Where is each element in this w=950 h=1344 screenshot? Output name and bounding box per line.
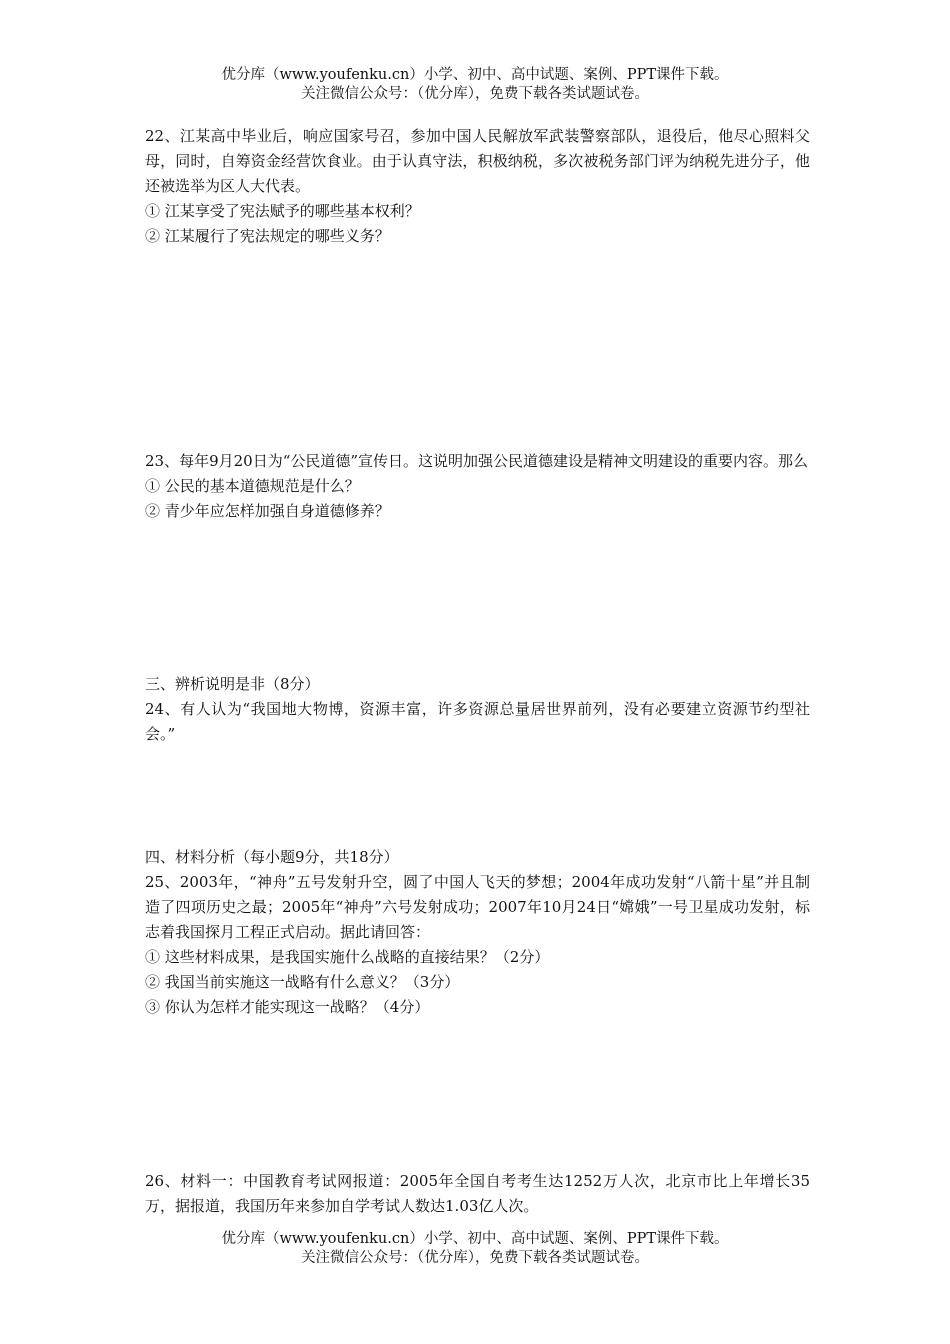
section-3-title: 三、辨析说明是非（8分） bbox=[145, 675, 320, 693]
section-4-title: 四、材料分析（每小题9分，共18分） bbox=[145, 848, 399, 866]
question-26 bbox=[145, 1169, 810, 1219]
question-23 bbox=[145, 449, 810, 524]
question-22-sub-1: ① 江某享受了宪法赋予的哪些基本权利？ bbox=[145, 202, 420, 220]
question-25-sub-1: ① 这些材料成果，是我国实施什么战略的直接结果？（2分） bbox=[145, 948, 550, 966]
question-24-text: 24、有人认为“我国地大物博，资源丰富，许多资源总量居世界前列，没有必要建立资源节约型社会。” bbox=[145, 700, 810, 743]
section-3 bbox=[145, 672, 810, 747]
page-header bbox=[0, 66, 950, 104]
footer-line-2: 关注微信公众号：（优分库），免费下载各类试题试卷。 bbox=[301, 1250, 649, 1266]
question-23-sub-1: ① 公民的基本道德规范是什么？ bbox=[145, 477, 360, 495]
header-line-1: 优分库（www.youfenku.cn）小学、初中、高中试题、案例、PPT课件下载。 bbox=[221, 67, 729, 83]
question-26-text: 26、材料一：中国教育考试网报道：2005年全国自考考生达1252万人次，北京市比上年增长35万，据报道，我国历年来参加自学考试人数达1.03亿人次。 bbox=[145, 1172, 810, 1215]
page-footer bbox=[0, 1230, 950, 1268]
question-23-sub-2: ② 青少年应怎样加强自身道德修养？ bbox=[145, 502, 390, 520]
question-25-sub-2: ② 我国当前实施这一战略有什么意义？（3分） bbox=[145, 973, 460, 991]
question-22 bbox=[145, 124, 810, 249]
section-4 bbox=[145, 845, 810, 1020]
question-25-text: 25、2003年，“神舟”五号发射升空，圆了中国人飞天的梦想；2004年成功发射“八箭十星”并且制造了四项历史之最；2005年“神舟”六号发射成功；2007年10月24日“嫦娥”一号卫星成功发射，标志着我国探月工程正式启动。据此请回答： bbox=[145, 873, 810, 941]
header-line-2: 关注微信公众号：（优分库），免费下载各类试题试卷。 bbox=[301, 86, 649, 102]
question-23-text: 23、每年9月20日为“公民道德”宣传日。这说明加强公民道德建设是精神文明建设的重要内容。那么 bbox=[145, 452, 809, 470]
question-22-text: 22、江某高中毕业后，响应国家号召，参加中国人民解放军武装警察部队，退役后，他尽心照料父母，同时，自筹资金经营饮食业。由于认真守法，积极纳税，多次被税务部门评为纳税先进分子，他还被选举为区人大代表。 bbox=[145, 127, 810, 195]
footer-line-1: 优分库（www.youfenku.cn）小学、初中、高中试题、案例、PPT课件下载。 bbox=[221, 1231, 729, 1247]
question-25-sub-3: ③ 你认为怎样才能实现这一战略？（4分） bbox=[145, 998, 430, 1016]
question-22-sub-2: ② 江某履行了宪法规定的哪些义务？ bbox=[145, 227, 390, 245]
